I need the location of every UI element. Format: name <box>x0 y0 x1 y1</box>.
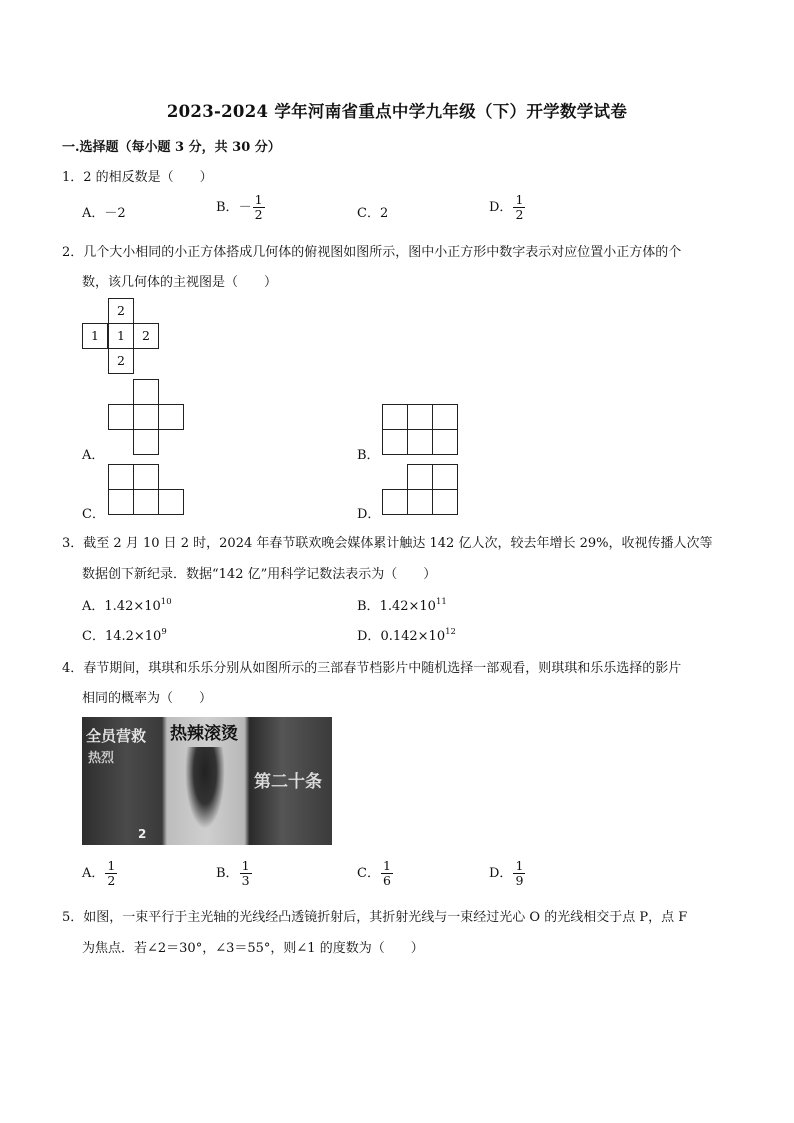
q2-option-a-label: A． <box>82 448 105 463</box>
option-label: A． <box>82 206 105 221</box>
q1-option-b <box>216 194 266 221</box>
option-label: C． <box>357 866 380 881</box>
q4-stem-line1: 4．春节期间，琪琪和乐乐分别从如图所示的三部春节档影片中随机选择一部观看，则琪琪和乐乐选择的影片 <box>62 661 682 676</box>
q1-option-a <box>82 202 126 221</box>
grid-cell-bottom: 2 <box>108 348 134 374</box>
poster-2-figure <box>185 747 225 829</box>
poster-1-number: 2 <box>138 827 147 841</box>
option-label: D． <box>489 200 513 215</box>
option-label: D． <box>357 629 381 644</box>
section-heading: 一.选择题（每小题 3 分，共 30 分） <box>62 140 281 155</box>
q1-option-d <box>489 194 526 221</box>
exponent: 11 <box>435 597 447 607</box>
fraction <box>513 194 525 221</box>
numerator: 1 <box>107 858 116 873</box>
numerator: 1 <box>515 858 524 873</box>
movie-posters-photo <box>82 717 332 845</box>
denominator: 2 <box>254 206 263 222</box>
option-label: D． <box>489 866 513 881</box>
option-base: 1.42×10 <box>379 599 436 614</box>
option-label: A． <box>82 866 105 881</box>
q5-stem-line2: 为焦点．若∠2＝30°，∠3＝55°，则∠1 的度数为（ ） <box>82 941 424 956</box>
q2-stem-line1: 2．几个大小相同的小正方体搭成几何体的俯视图如图所示，图中小正方形中数字表示对应位置小正方体的个 <box>62 245 682 260</box>
denominator: 6 <box>382 872 391 888</box>
numerator: 1 <box>515 192 524 207</box>
q4-option-a <box>82 860 118 887</box>
grid-cell-left: 1 <box>82 323 108 349</box>
poster-1-subtitle: 热烈 <box>88 751 115 766</box>
option-label: C． <box>357 206 380 221</box>
q4-option-d <box>489 860 526 887</box>
exponent: 12 <box>445 627 456 637</box>
denominator: 2 <box>515 206 524 222</box>
option-base: 0.142×10 <box>380 629 446 644</box>
q4-option-b <box>216 860 253 887</box>
q3-option-b <box>357 595 447 614</box>
fraction <box>105 860 117 887</box>
fraction <box>253 194 265 221</box>
numerator: 1 <box>241 858 250 873</box>
option-base: 14.2×10 <box>104 629 162 644</box>
denominator: 3 <box>241 872 250 888</box>
poster-2-title: 热辣滚烫 <box>170 724 238 744</box>
q2-option-b-label: B． <box>357 448 380 463</box>
q3-option-a <box>82 595 172 614</box>
fraction <box>513 860 525 887</box>
fraction <box>240 860 252 887</box>
grid-cell-center: 1 <box>108 323 134 349</box>
q3-stem-line1: 3．截至 2 月 10 日 2 时，2024 年春节联欢晚会媒体累计触达 142 亿人次，较去年增长 29%，收视传播人次等 <box>62 536 713 551</box>
option-value: －2 <box>104 206 126 221</box>
option-label: A． <box>82 599 105 614</box>
page-title: 2023-2024 学年河南省重点中学九年级（下）开学数学试卷 <box>166 102 628 121</box>
option-label: B． <box>216 866 239 881</box>
exponent: 9 <box>161 627 167 637</box>
q3-stem-line2: 数据创下新纪录．数据“142 亿”用科学记数法表示为（ ） <box>82 567 437 582</box>
q5-stem-line1: 5．如图，一束平行于主光轴的光线经凸透镜折射后，其折射光线与一束经过光心 O 的光线相交于点 P，点 F <box>62 910 688 925</box>
poster-1-title: 全员营救 <box>86 727 147 745</box>
numerator: 1 <box>382 858 391 873</box>
poster-3-title: 第二十条 <box>254 772 322 792</box>
exponent: 10 <box>160 597 172 607</box>
numerator: 1 <box>254 192 263 207</box>
grid-cell-right: 2 <box>133 323 159 349</box>
option-base: 1.42×10 <box>104 599 161 614</box>
grid-cell-top: 2 <box>108 298 134 324</box>
q4-stem-line2: 相同的概率为（ ） <box>82 691 213 706</box>
denominator: 9 <box>515 872 524 888</box>
q1-option-c <box>357 202 388 221</box>
option-label: B． <box>357 599 380 614</box>
q3-option-c <box>82 625 167 644</box>
minus-sign: － <box>238 200 252 215</box>
option-label: C． <box>82 629 105 644</box>
q2-option-d-label: D． <box>357 507 381 522</box>
fraction <box>381 860 393 887</box>
option-label: B． <box>216 200 239 215</box>
q2-stem-line2: 数，该几何体的主视图是（ ） <box>82 275 278 290</box>
option-value: 2 <box>379 206 389 221</box>
q2-option-c-label: C． <box>82 507 105 522</box>
denominator: 2 <box>107 872 116 888</box>
q1-stem: 1．2 的相反数是（ ） <box>62 170 213 185</box>
q4-option-c <box>357 860 394 887</box>
q3-option-d <box>357 625 456 644</box>
